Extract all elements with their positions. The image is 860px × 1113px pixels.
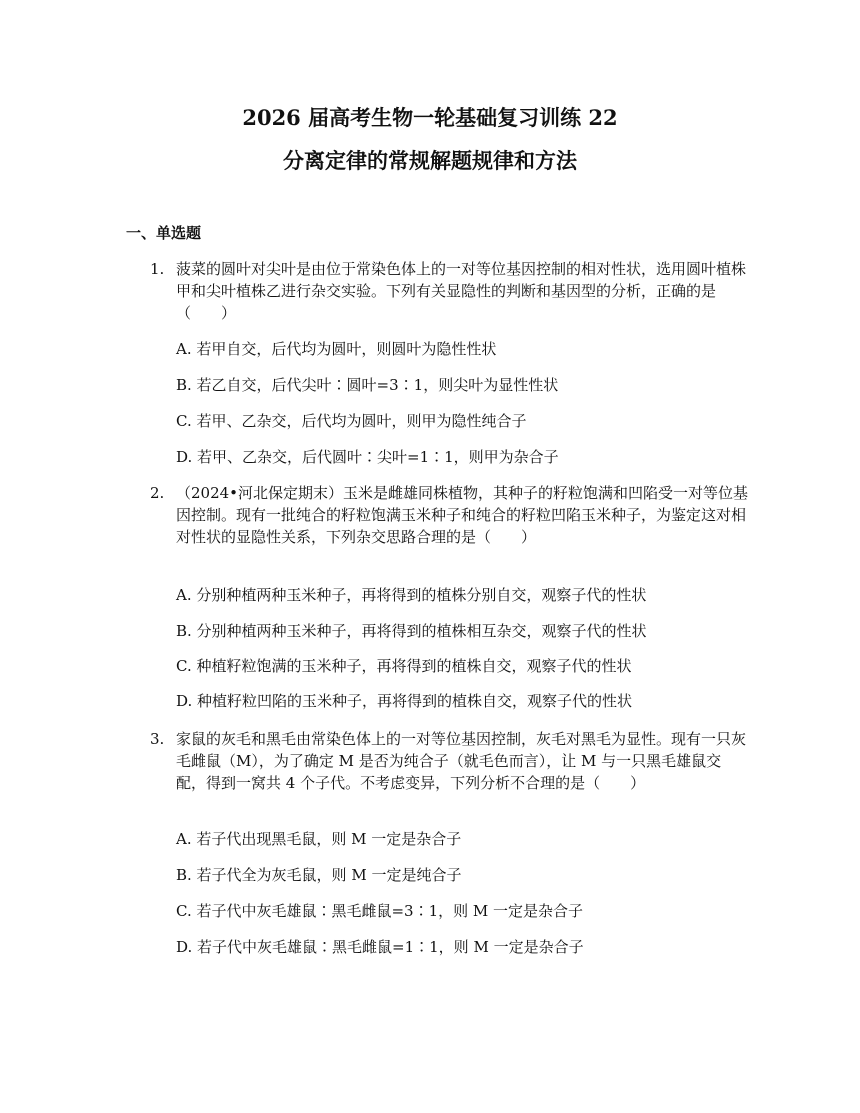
option-c: C. 若甲、乙杂交，后代均为圆叶，则甲为隐性纯合子	[176, 412, 527, 430]
option-d: D. 若子代中灰毛雄鼠∶黑毛雌鼠=1∶1，则 M 一定是杂合子	[176, 938, 584, 956]
section-heading: 一、单选题	[126, 224, 202, 242]
option-b: B. 若子代全为灰毛鼠，则 M 一定是纯合子	[176, 866, 462, 884]
document-title: 2026 届高考生物一轮基础复习训练 22	[242, 105, 618, 130]
question-number: 1.	[150, 260, 165, 278]
question-2	[150, 482, 750, 548]
option-a: A. 分别种植两种玉米种子，再将得到的植株分别自交，观察子代的性状	[176, 586, 647, 604]
option-b: B. 分别种植两种玉米种子，再将得到的植株相互杂交，观察子代的性状	[176, 622, 647, 640]
question-number: 3.	[150, 730, 165, 748]
option-a: A. 若子代出现黑毛鼠，则 M 一定是杂合子	[176, 830, 462, 848]
question-1	[150, 258, 750, 324]
option-c: C. 若子代中灰毛雄鼠∶黑毛雌鼠=3∶1，则 M 一定是杂合子	[176, 902, 584, 920]
question-stem: （2024•河北保定期末）玉米是雌雄同株植物，其种子的籽粒饱满和凹陷受一对等位基因控制。现有一批纯合的籽粒饱满玉米种子和纯合的籽粒凹陷玉米种子，为鉴定这对相对性状的显隐性关系，下列杂交思路合理的是（ ）	[176, 484, 749, 546]
question-stem: 菠菜的圆叶对尖叶是由位于常染色体上的一对等位基因控制的相对性状，选用圆叶植株甲和尖叶植株乙进行杂交实验。下列有关显隐性的判断和基因型的分析，正确的是（ ）	[176, 260, 747, 322]
question-3	[150, 728, 750, 794]
option-c: C. 种植籽粒饱满的玉米种子，再将得到的植株自交，观察子代的性状	[176, 657, 632, 675]
option-d: D. 种植籽粒凹陷的玉米种子，再将得到的植株自交，观察子代的性状	[176, 692, 633, 710]
question-stem: 家鼠的灰毛和黑毛由常染色体上的一对等位基因控制，灰毛对黑毛为显性。现有一只灰毛雌鼠（M），为了确定 M 是否为纯合子（就毛色而言），让 M 与一只黑毛雄鼠交配，得到一窝共 4 个子代。不考虑变异，下列分析不合理的是（ ）	[176, 730, 747, 792]
document-subtitle: 分离定律的常规解题规律和方法	[283, 148, 577, 173]
option-d: D. 若甲、乙杂交，后代圆叶∶尖叶=1∶1，则甲为杂合子	[176, 448, 559, 466]
option-a: A. 若甲自交，后代均为圆叶，则圆叶为隐性性状	[176, 340, 497, 358]
option-b: B. 若乙自交，后代尖叶∶圆叶=3∶1，则尖叶为显性性状	[176, 376, 559, 394]
question-number: 2.	[150, 484, 165, 502]
